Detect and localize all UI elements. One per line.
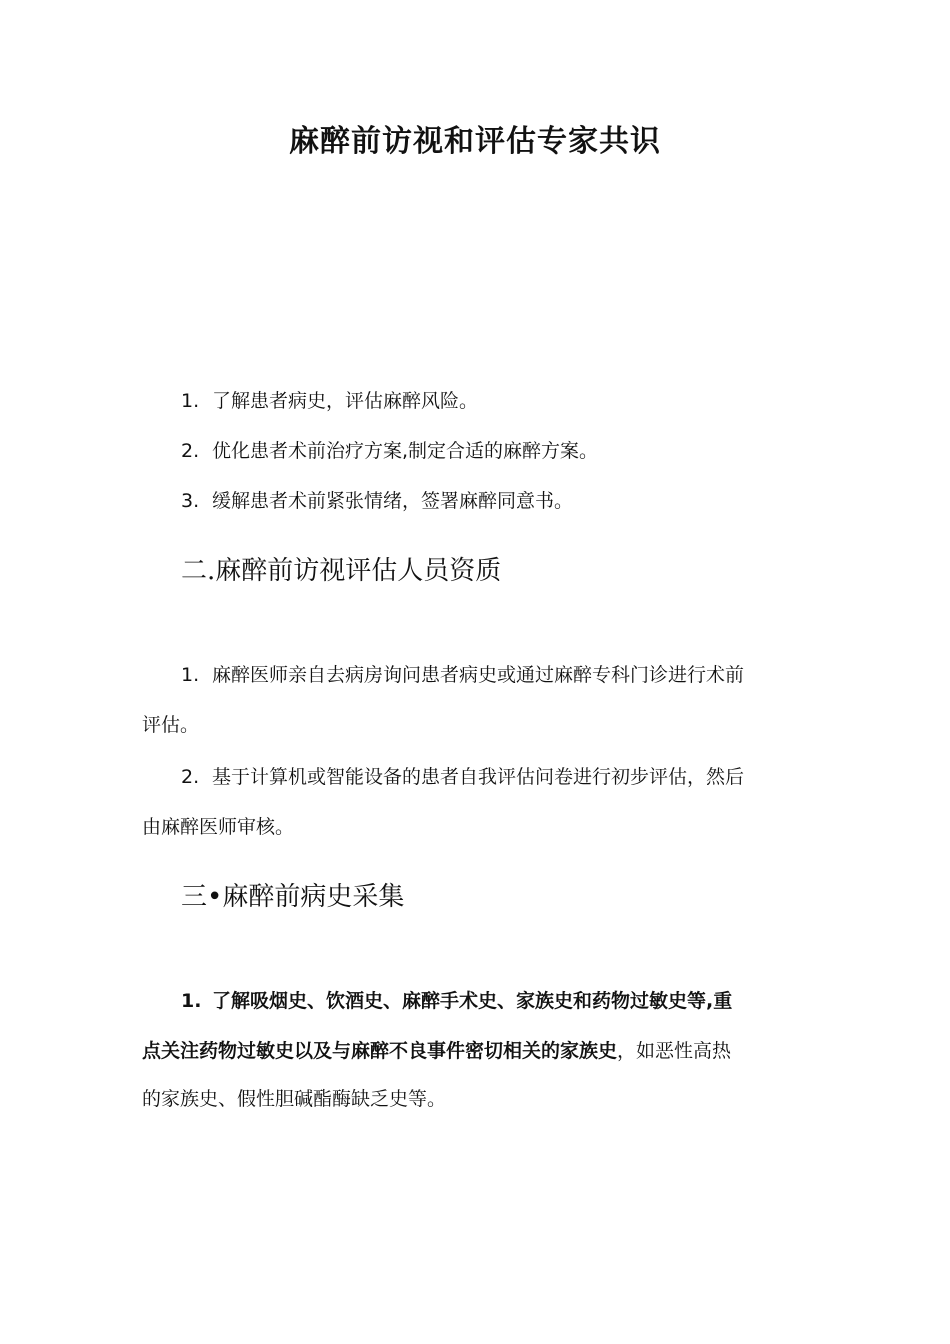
paragraph-line	[142, 1036, 731, 1063]
list-number: 2.	[181, 766, 200, 788]
paragraph-line: 评估。	[142, 714, 200, 736]
list-number: 2.	[181, 440, 200, 462]
list-text: 了解患者病史，评估麻醉风险。	[212, 390, 479, 412]
list-item	[181, 436, 598, 463]
paragraph-line	[181, 660, 744, 687]
paragraph-line	[181, 986, 732, 1013]
list-text: 优化患者术前治疗方案,制定合适的麻醉方案。	[212, 440, 599, 462]
paragraph-text: ，如恶性高热	[617, 1040, 732, 1062]
section-heading-3: 三•麻醉前病史采集	[181, 882, 405, 912]
list-number: 1.	[181, 990, 202, 1012]
paragraph-line: 由麻醉医师审核。	[142, 816, 295, 838]
list-item	[181, 386, 478, 413]
paragraph-text: 基于计算机或智能设备的患者自我评估问卷进行初步评估，然后	[212, 766, 745, 788]
paragraph-text: 麻醉医师亲自去病房询问患者病史或通过麻醉专科门诊进行术前	[212, 664, 745, 686]
list-number: 1.	[181, 664, 200, 686]
document-title: 麻醉前访视和评估专家共识	[289, 124, 661, 159]
list-number: 3.	[181, 490, 200, 512]
paragraph-line	[181, 762, 744, 789]
paragraph-text-bold: 点关注药物过敏史以及与麻醉不良事件密切相关的家族史	[142, 1040, 618, 1062]
paragraph-text-bold: 了解吸烟史、饮酒史、麻醉手术史、家族史和药物过敏史等,重	[212, 990, 733, 1012]
section-heading-2: 二.麻醉前访视评估人员资质	[181, 556, 502, 586]
paragraph-line: 的家族史、假性胆碱酯酶缺乏史等。	[142, 1088, 447, 1110]
list-item	[181, 486, 573, 513]
list-text: 缓解患者术前紧张情绪，签署麻醉同意书。	[212, 490, 574, 512]
list-number: 1.	[181, 390, 200, 412]
